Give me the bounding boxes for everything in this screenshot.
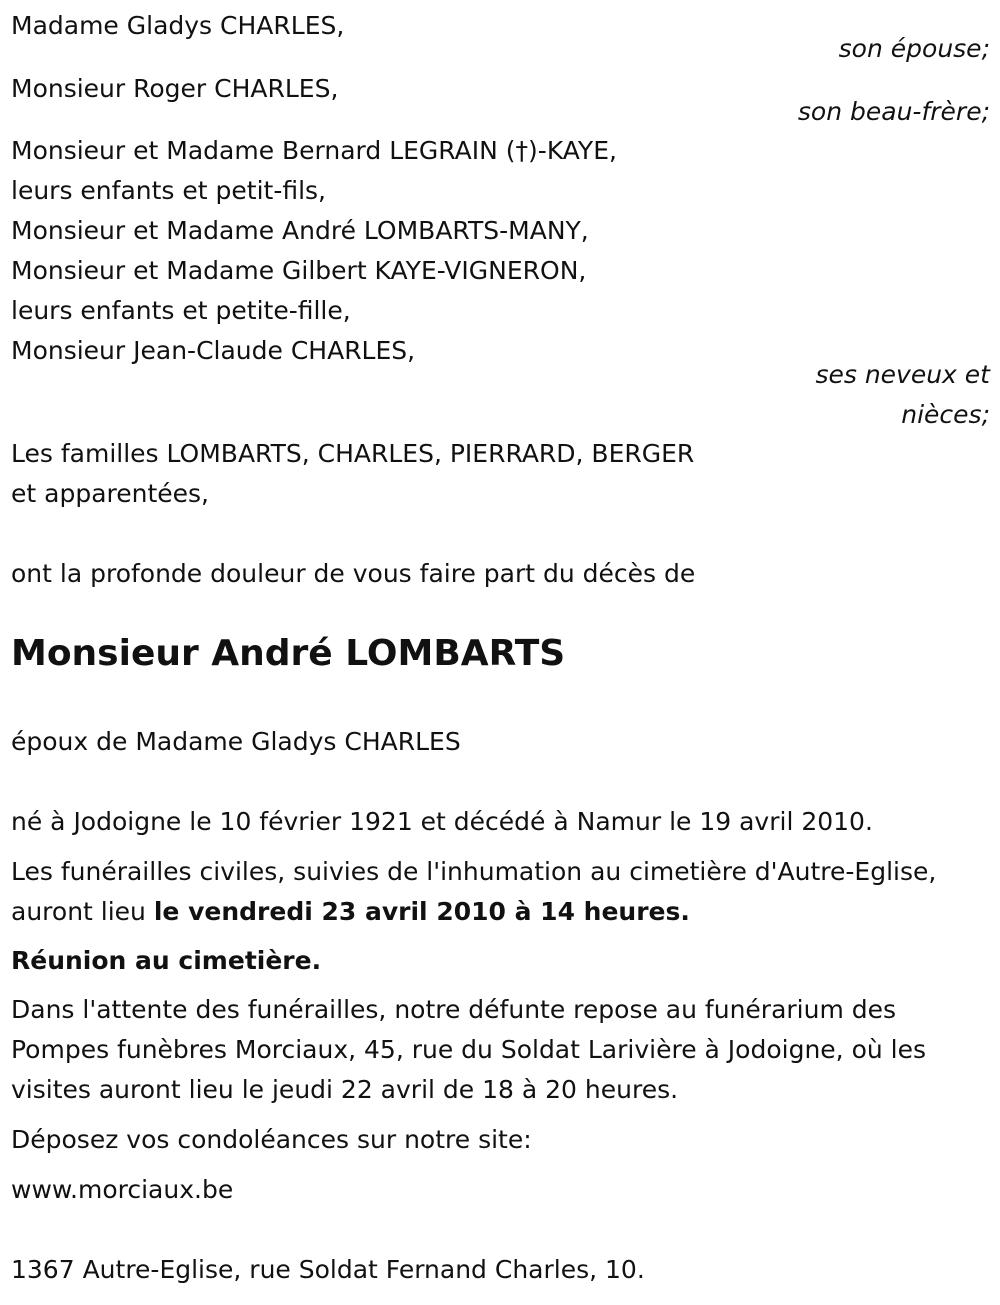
website-link[interactable]: www.morciaux.be — [11, 1175, 234, 1204]
family-role-3a: ses neveux et — [815, 360, 990, 389]
address-line: 1367 Autre-Eglise, rue Soldat Fernand Charles, 10. — [11, 1255, 645, 1284]
family-member-6: Monsieur et Madame Gilbert KAYE-VIGNERON, — [11, 256, 587, 285]
condolences-text: Déposez vos condoléances sur notre site: — [11, 1125, 532, 1154]
funeral-line-2-prefix: auront lieu — [11, 897, 154, 926]
family-member-3: Monsieur et Madame Bernard LEGRAIN (†)-KAYE, — [11, 136, 617, 165]
family-member-4: leurs enfants et petit-fils, — [11, 176, 327, 205]
funeral-date-time: le vendredi 23 avril 2010 à 14 heures. — [153, 897, 690, 926]
family-member-5: Monsieur et Madame André LOMBARTS-MANY, — [11, 216, 589, 245]
family-role-2: son beau-frère; — [797, 97, 990, 126]
family-member-2: Monsieur Roger CHARLES, — [11, 74, 339, 103]
funeral-line-2 — [11, 892, 690, 932]
deceased-name: Monsieur André LOMBARTS — [11, 633, 566, 674]
family-member-10: et apparentées, — [11, 479, 209, 508]
funeral-line-1: Les funérailles civiles, suivies de l'inhumation au cimetière d'Autre-Eglise, — [11, 857, 937, 886]
announcement-text: ont la profonde douleur de vous faire part du décès de — [11, 559, 696, 588]
family-member-7: leurs enfants et petite-fille, — [11, 296, 351, 325]
family-member-9: Les familles LOMBARTS, CHARLES, PIERRARD, BERGER — [11, 439, 695, 468]
family-role-3b: nièces; — [901, 400, 990, 429]
spouse-line: époux de Madame Gladys CHARLES — [11, 727, 461, 756]
meeting-note: Réunion au cimetière. — [11, 946, 322, 975]
visit-line-3: visites auront lieu le jeudi 22 avril de 18 à 20 heures. — [11, 1075, 679, 1104]
family-role-1: son épouse; — [838, 34, 990, 63]
family-member-8: Monsieur Jean-Claude CHARLES, — [11, 336, 416, 365]
family-member-1: Madame Gladys CHARLES, — [11, 11, 345, 40]
visit-line-1: Dans l'attente des funérailles, notre défunte repose au funérarium des — [11, 995, 897, 1024]
visit-line-2: Pompes funèbres Morciaux, 45, rue du Soldat Larivière à Jodoigne, où les — [11, 1035, 927, 1064]
birth-death-line: né à Jodoigne le 10 février 1921 et décédé à Namur le 19 avril 2010. — [11, 807, 873, 836]
